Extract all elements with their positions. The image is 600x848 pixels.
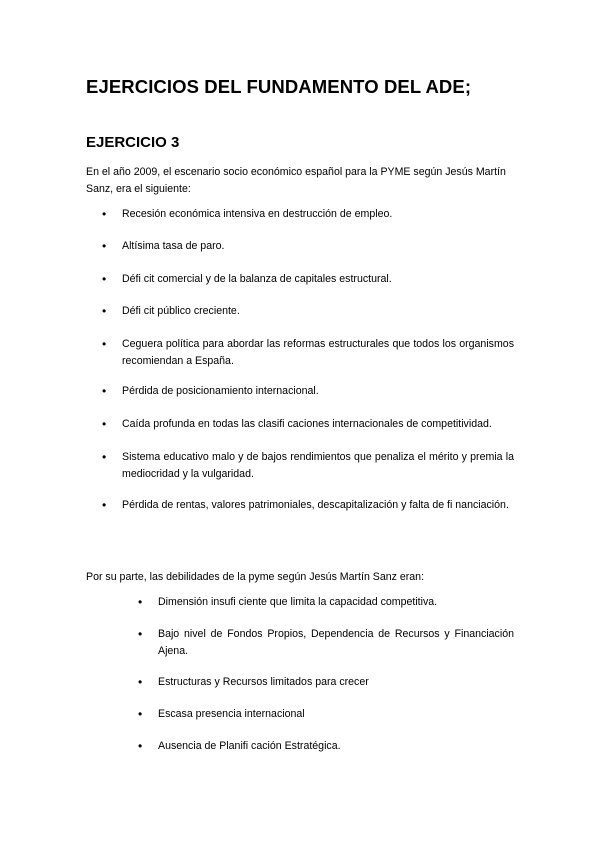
bullet-icon: • xyxy=(138,595,143,609)
bullet-icon: • xyxy=(102,337,107,351)
list-item-text: Défi cit comercial y de la balanza de capitales estructural. xyxy=(122,273,392,285)
bullet-icon: • xyxy=(138,707,143,721)
list-item xyxy=(102,497,514,514)
bullet-icon: • xyxy=(102,207,107,221)
list-item xyxy=(102,383,514,400)
list-item xyxy=(102,336,514,370)
list-item-text: Pérdida de rentas, valores patrimoniales, descapitalización y falta de fi nanciación. xyxy=(122,499,509,511)
bullet-icon: • xyxy=(138,739,143,753)
list-item xyxy=(102,303,514,320)
bullet-icon: • xyxy=(102,450,107,464)
document-title: EJERCICIOS DEL FUNDAMENTO DEL ADE; xyxy=(86,76,472,97)
list-item xyxy=(102,206,514,223)
list-item-text: Recesión económica intensiva en destrucción de empleo. xyxy=(122,208,393,220)
list-item-text: Dimensión insufi ciente que limita la capacidad competitiva. xyxy=(158,596,438,608)
list-item-text: Ausencia de Planifi cación Estratégica. xyxy=(158,740,341,752)
list-item-text: Bajo nivel de Fondos Propios, Dependencia de Recursos y Financiación Ajena. xyxy=(158,628,514,657)
list-item-text: Pérdida de posicionamiento internacional. xyxy=(122,385,319,397)
list-item-text: Ceguera política para abordar las reformas estructurales que todos los organismos recomiendan a España. xyxy=(122,338,514,367)
intro-paragraph: En el año 2009, el escenario socio económico español para la PYME según Jesús Martín Sanz, era el siguiente: xyxy=(86,166,506,195)
list-item-text: Sistema educativo malo y de bajos rendimientos que penaliza el mérito y premia la mediocridad y la vulgaridad. xyxy=(122,451,514,480)
bullet-icon: • xyxy=(138,627,143,641)
exercise-heading: EJERCICIO 3 xyxy=(86,134,180,151)
list-item xyxy=(138,706,514,723)
bullet-icon: • xyxy=(102,239,107,253)
list-item xyxy=(102,449,514,483)
bullet-icon: • xyxy=(138,675,143,689)
list-item xyxy=(138,626,514,660)
bullet-icon: • xyxy=(102,272,107,286)
list-item xyxy=(102,416,514,433)
list-item-text: Estructuras y Recursos limitados para crecer xyxy=(158,676,369,688)
bullet-icon: • xyxy=(102,304,107,318)
bullet-icon: • xyxy=(102,417,107,431)
list-item xyxy=(138,594,514,611)
list-item-text: Altísima tasa de paro. xyxy=(122,240,225,252)
list-item-text: Escasa presencia internacional xyxy=(158,708,305,720)
list-item xyxy=(138,674,514,691)
bullet-icon: • xyxy=(102,498,107,512)
list-item-text: Défi cit público creciente. xyxy=(122,305,240,317)
list-item xyxy=(102,271,514,288)
list-item-text: Caída profunda en todas las clasifi caciones internacionales de competitividad. xyxy=(122,418,492,430)
list-item xyxy=(138,738,514,755)
list-item xyxy=(102,238,514,255)
bullet-icon: • xyxy=(102,384,107,398)
weaknesses-intro: Por su parte, las debilidades de la pyme según Jesús Martín Sanz eran: xyxy=(86,571,425,583)
